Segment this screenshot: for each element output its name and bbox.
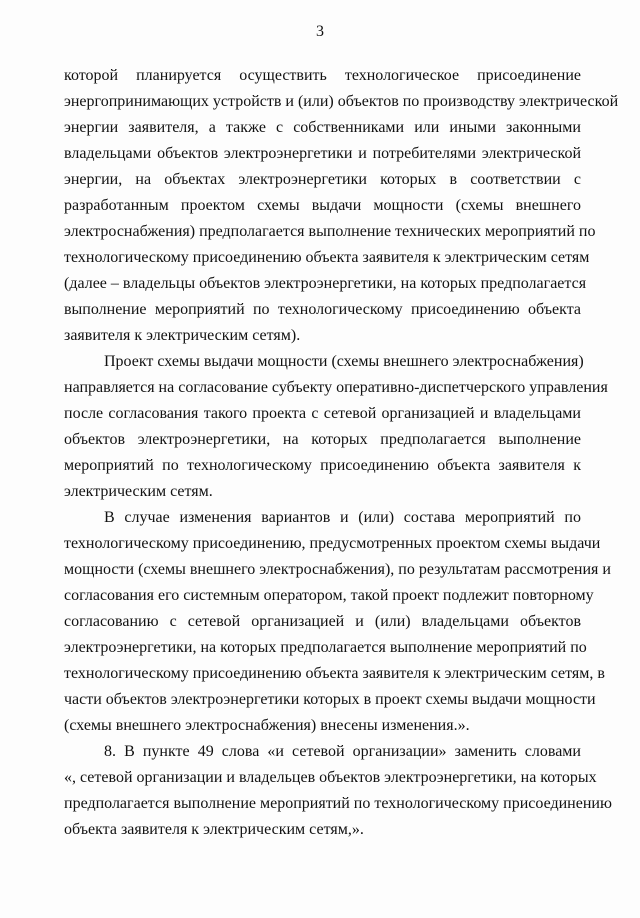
text-line: технологическому присоединению объекта заявителя к электрическим сетям, в: [64, 665, 605, 682]
text-line: владельцами объектов электроэнергетики и потребителями электрической: [64, 145, 581, 162]
text-line: после согласования такого проекта с сетевой организацией и владельцами: [64, 405, 581, 422]
document-body: [64, 63, 619, 843]
text-line: согласования его системным оператором, такой проект подлежит повторному: [64, 587, 594, 604]
paragraph: [64, 63, 619, 349]
text-line: технологическому присоединению, предусмотренных проектом схемы выдачи: [64, 535, 601, 552]
text-line: выполнение мероприятий по технологическому присоединению объекта: [64, 301, 581, 318]
text-line: заявителя к электрическим сетям).: [64, 327, 301, 344]
page-number: 3: [316, 23, 324, 40]
text-line: объектов электроэнергетики, на которых предполагается выполнение: [64, 431, 581, 448]
text-line: «, сетевой организации и владельцев объектов электроэнергетики, на которых: [64, 769, 597, 786]
paragraph: [64, 349, 608, 505]
text-line: согласованию с сетевой организацией и (или) владельцами объектов: [64, 613, 581, 630]
text-line: разработанным проектом схемы выдачи мощности (схемы внешнего: [64, 197, 581, 214]
text-line: мощности (схемы внешнего электроснабжения), по результатам рассмотрения и: [64, 561, 611, 578]
text-line: Проект схемы выдачи мощности (схемы внешнего электроснабжения): [104, 353, 584, 370]
text-line: электроснабжения) предполагается выполнение технических мероприятий по: [64, 223, 596, 240]
text-line: В случае изменения вариантов и (или) состава мероприятий по: [104, 509, 581, 526]
text-line: (схемы внешнего электроснабжения) внесены изменения.».: [64, 717, 470, 734]
text-line: энергопринимающих устройств и (или) объектов по производству электрической: [64, 93, 619, 110]
text-line: мероприятий по технологическому присоединению объекта заявителя к: [64, 457, 581, 474]
text-line: электроэнергетики, на которых предполагается выполнение мероприятий по: [64, 639, 587, 656]
text-line: энергии заявителя, а также с собственниками или иными законными: [64, 119, 581, 136]
text-line: предполагается выполнение мероприятий по технологическому присоединению: [64, 795, 612, 812]
paragraph: [64, 739, 612, 843]
text-line: направляется на согласование субъекту оперативно-диспетчерского управления: [64, 379, 608, 396]
text-line: части объектов электроэнергетики которых в проект схемы выдачи мощности: [64, 691, 596, 708]
text-line: технологическому присоединению объекта заявителя к электрическим сетям: [64, 249, 590, 266]
text-line: объекта заявителя к электрическим сетям,».: [64, 821, 364, 838]
paragraph: [64, 505, 611, 739]
text-line: которой планируется осуществить технологическое присоединение: [64, 67, 581, 84]
text-line: электрическим сетям.: [64, 483, 213, 500]
text-line: 8. В пункте 49 слова «и сетевой организации» заменить словами: [104, 743, 581, 760]
text-line: энергии, на объектах электроэнергетики которых в соответствии с: [64, 171, 581, 188]
text-line: (далее – владельцы объектов электроэнергетики, на которых предполагается: [64, 275, 587, 292]
